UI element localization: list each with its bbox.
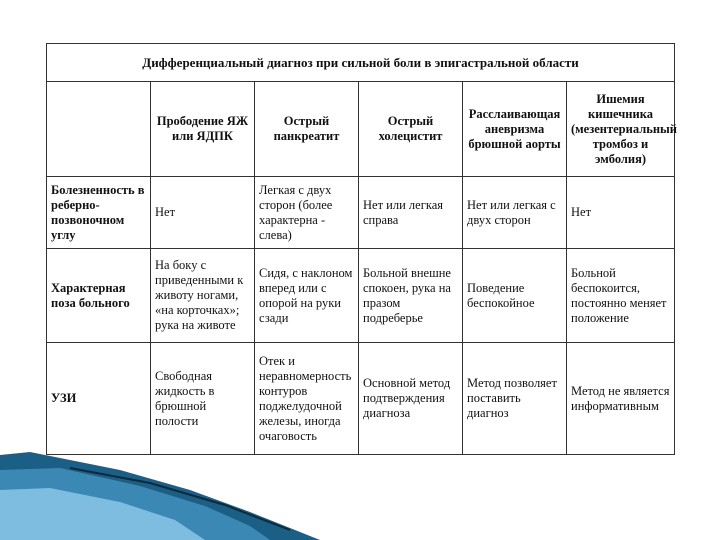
table-cell: Метод позволяет поставить диагноз [463, 343, 567, 455]
table-cell: Больной беспокоится, постоянно меняет положение [567, 249, 675, 343]
table-cell: Нет или легкая справа [359, 177, 463, 249]
column-header: Прободение ЯЖ или ЯДПК [151, 82, 255, 177]
row-header: Болезненность в реберно-позвоночном углу [47, 177, 151, 249]
table-cell: Метод не является информативным [567, 343, 675, 455]
table-cell: Нет или легкая с двух сторон [463, 177, 567, 249]
row-header: Характерная поза больного [47, 249, 151, 343]
table-cell: Свободная жидкость в брюшной полости [151, 343, 255, 455]
table-cell: Сидя, с наклоном вперед или с опорой на руки сзади [255, 249, 359, 343]
table-cell: На боку с приведенными к животу ногами, «на корточках»; рука на животе [151, 249, 255, 343]
column-header: Острый холецистит [359, 82, 463, 177]
table-cell: Отек и неравномерность контуров поджелудочной железы, иногда очаговость [255, 343, 359, 455]
column-header: Ишемия кишечника (мезентериальный тромбоз и эмболия) [567, 82, 675, 177]
table-cell: Легкая с двух сторон (более характерна - слева) [255, 177, 359, 249]
table-cell: Нет [567, 177, 675, 249]
table-cell: Нет [151, 177, 255, 249]
table-cell: Поведение беспокойное [463, 249, 567, 343]
column-header: Расслаивающая аневризма брюшной аорты [463, 82, 567, 177]
table-cell: Основной метод подтверждения диагноза [359, 343, 463, 455]
column-header: Острый панкреатит [255, 82, 359, 177]
row-header: УЗИ [47, 343, 151, 455]
table-title: Дифференциальный диагноз при сильной боли в эпигастральной области [47, 44, 675, 82]
table-cell: Больной внешне спокоен, рука на празом подреберье [359, 249, 463, 343]
